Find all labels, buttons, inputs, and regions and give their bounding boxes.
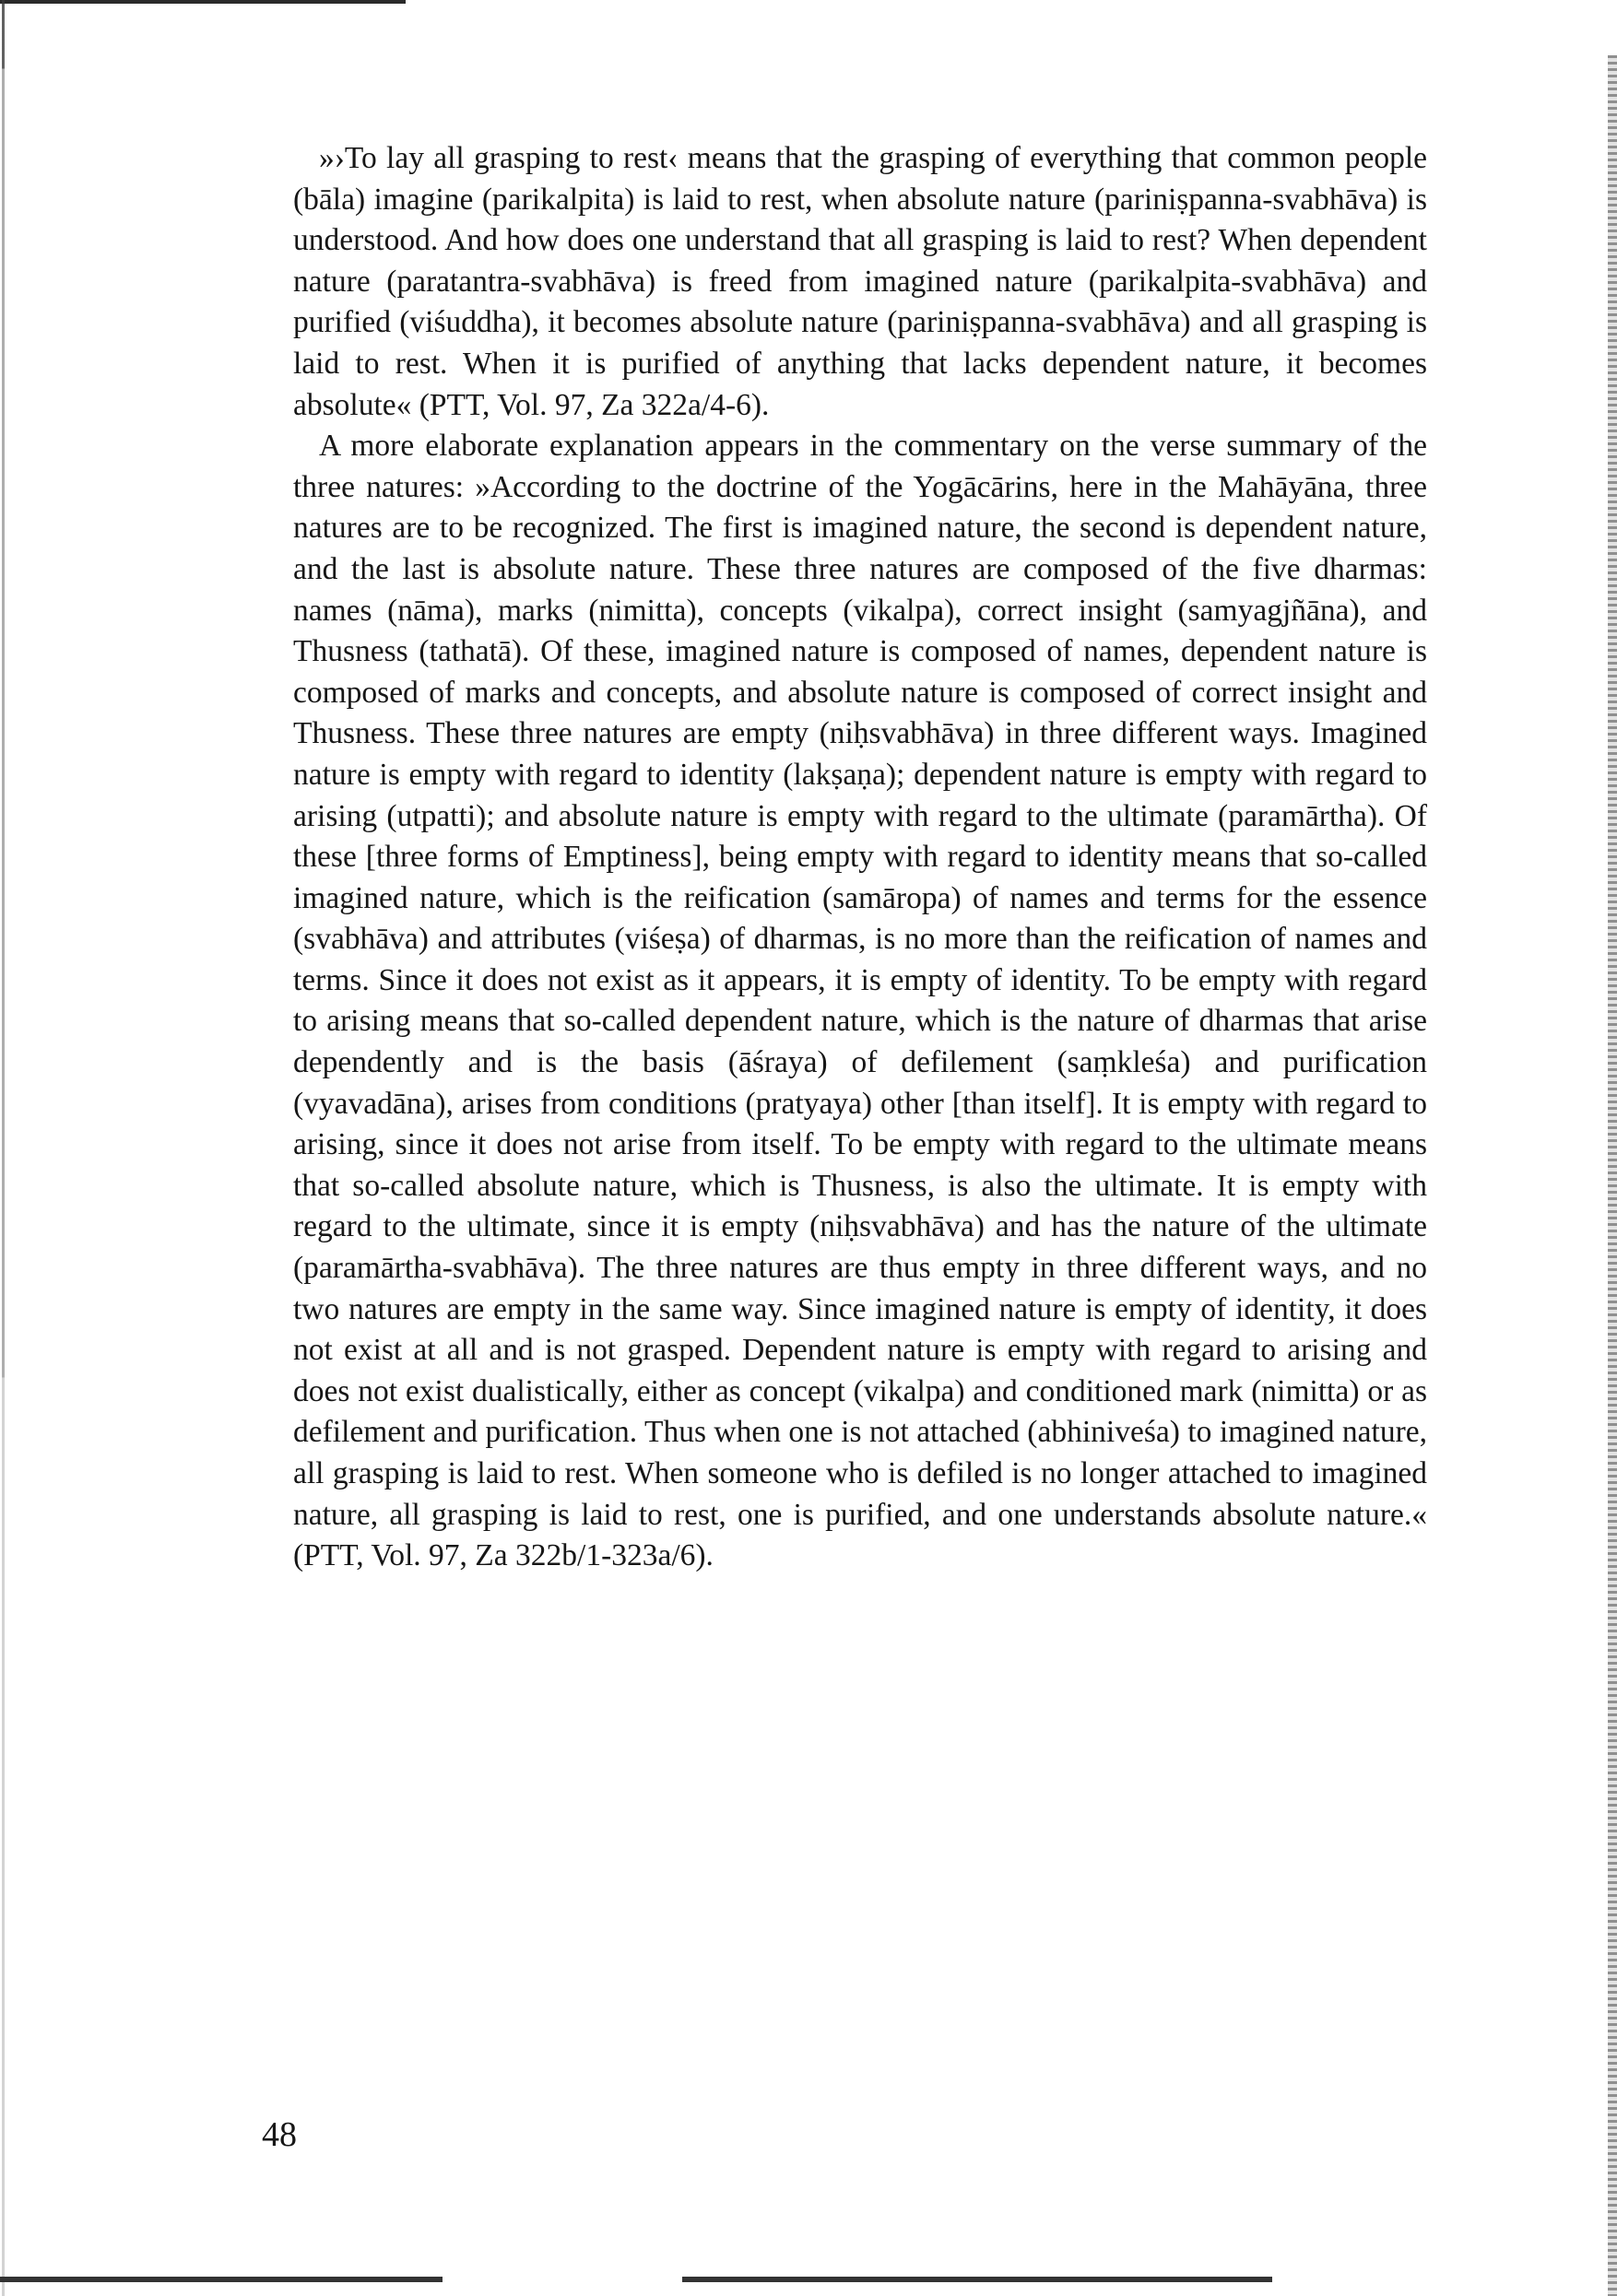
paragraph-commentary: A more elaborate explanation appears in the commentary on the verse summary of the three natures: »According to the doctrine of the Yogācārins, here in the Mahāyāna, three natures are to be recognized. The first is imagined nature, the second is dependent nature, and the last is absolute nature. These three natures are composed of the five dharmas: names (nāma), marks (nimitta), concepts (vikalpa), correct insight (samyagjñāna), and Thusness (tathatā). Of these, imagined nature is composed of names, dependent nature is composed of marks and concepts, and absolute nature is composed of correct insight and Thusness. These three natures are empty (niḥsvabhāva) in three different ways. Imagined nature is empty with regard to identity (lakṣaṇa); dependent nature is empty with regard to arising (utpatti); and absolute nature is empty with regard to the ultimate (paramārtha). Of these [three forms of Emptiness], being empty with regard to identity means that so-called imagined nature, which is the reification (samāropa) of names and terms for the essence (svabhāva) and attributes (viśeṣa) of dharmas, is no more than the reification of names and terms. Since it does not exist as it appears, it is empty of identity. To be empty with regard to arising means that so-called dependent nature, which is the nature of dharmas that arise dependently and is the basis (āśraya) of defilement (saṃkleśa) and purification (vyavadāna), arises from conditions (pratyaya) other [than itself]. It is empty with regard to arising, since it does not arise from itself. To be empty with regard to the ultimate means that so-called absolute nature, which is Thusness, is also the ultimate. It is empty with regard to the ultimate, since it is empty (niḥsvabhāva) and has the nature of the ultimate (paramārtha-svabhāva). The three natures are thus empty in three different ways, and no two natures are empty in the same way. Since imagined nature is empty of identity, it does not exist at all and is not grasped. Dependent nature is empty with regard to arising and does not exist dualistically, either as concept (vikalpa) and conditioned mark (nimitta) or as defilement and purification. Thus when one is not attached (abhiniveśa) to imagined nature, all grasping is laid to rest. When someone who is defiled is no longer attached to imagined nature, all grasping is laid to rest, one is purified, and one understands absolute nature.« (PTT, Vol. 97, Za 322b/1-323a/6). <box>293 429 1427 1573</box>
scan-edge-bottom-left <box>0 2277 443 2282</box>
page-number: 48 <box>262 2115 297 2154</box>
paragraph-quote: »›To lay all grasping to rest‹ means that the grasping of everything that common people (bāla) imagine (parikalpita) is laid to rest, when absolute nature (pariniṣpanna-svabhāva) is understood. And how does one understand that all grasping is laid to rest? When dependent nature (paratantra-svabhāva) is freed from imagined nature (parikalpita-svabhāva) and purified (viśuddha), it becomes absolute nature (pariniṣpanna-svabhāva) and all grasping is laid to rest. When it is purified of anything that lacks dependent nature, it becomes absolute« (PTT, Vol. 97, Za 322a/4-6). <box>293 141 1427 422</box>
body-text <box>293 138 1427 1577</box>
scan-edge-left <box>2 0 5 2296</box>
scan-edge-top <box>0 0 406 4</box>
scan-edge-right <box>1608 55 1617 2296</box>
scan-edge-bottom-right <box>682 2277 1272 2282</box>
